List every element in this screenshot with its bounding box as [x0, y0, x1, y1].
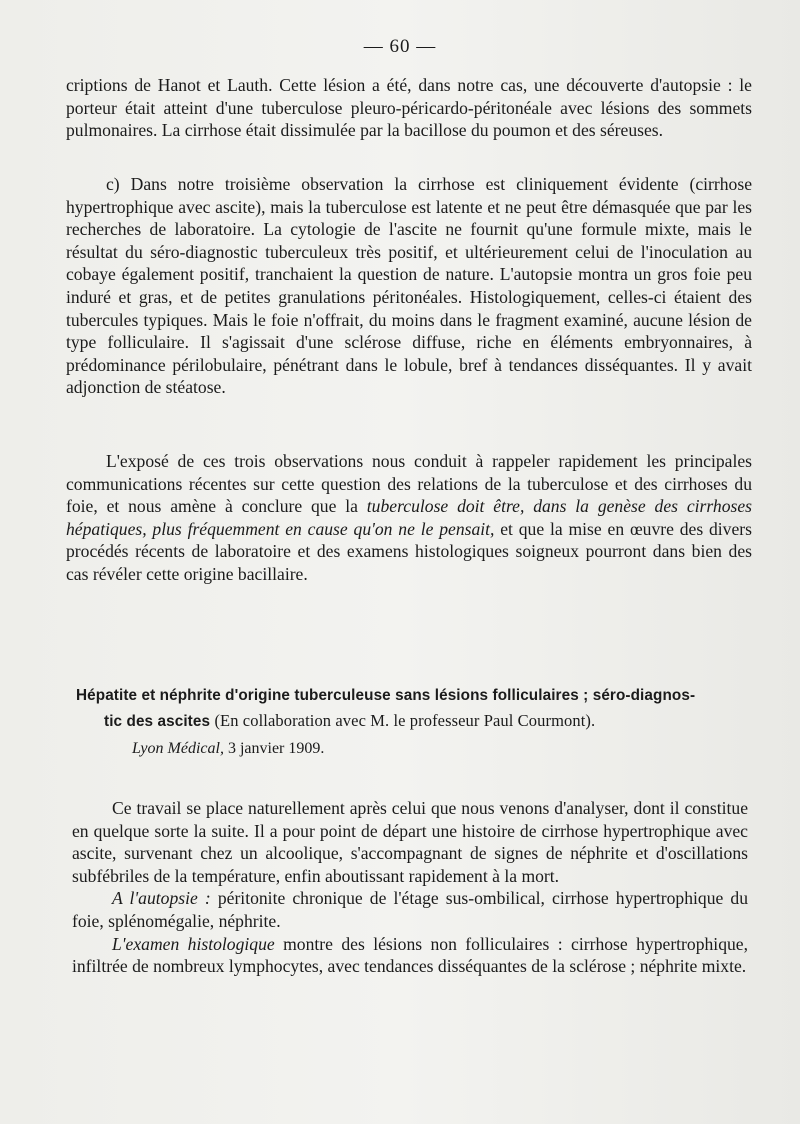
page-number: — 60 — [363, 36, 437, 57]
observation-c-paragraph [66, 173, 752, 399]
conclusion-text-end: et que la mise en œuvre des divers procédés récents de laboratoire et des examens histologiques soigneux pourront dans bien des cas révéler cette origine bacillaire. [66, 518, 752, 584]
autopsy-paragraph [72, 887, 748, 932]
continued-paragraph-text: criptions de Hanot et Lauth. Cette lésion a été, dans notre cas, une découverte d'autopsie : le porteur était atteint d'une tuberculose pleuro-péricardo-péritonéale avec lésions des sommets pulmonaires. La cirrhose était dissimulée par la bacillose du poumon et des séreuses. [66, 75, 752, 141]
article-collaboration: (En collaboration avec M. le professeur Paul Courmont). [214, 711, 596, 730]
conclusion-italic-claim: tuberculose doit être, dans la genèse des cirrhoses hépatiques, plus fréquemment en cause qu'on ne le pensait, [66, 496, 752, 539]
histology-label: L'examen histologique [112, 933, 275, 954]
article-title-line1: Hépatite et néphrite d'origine tuberculeuse sans lésions folliculaires ; séro-diagnos- [76, 687, 696, 704]
article-summary [72, 797, 748, 978]
histology-text: montre des lésions non folliculaires : cirrhose hypertrophique, infiltrée de nombreux lymphocytes, avec tendances disséquantes de la sclérose ; néphrite mixte. [72, 933, 748, 977]
conclusion-text [66, 450, 752, 586]
article-heading [76, 683, 760, 734]
source-date: 3 janvier 1909. [227, 740, 325, 757]
conclusion-text-start: L'exposé de ces trois observations nous conduit à rappeler rapidement les principales communications récentes sur cette question des relations de la tuberculose et des cirrhoses du foie, et nous amène à conclure que la [66, 451, 752, 517]
article-title-end: tic des ascites [104, 713, 211, 730]
autopsy-label: A l'autopsie : [112, 888, 211, 909]
continued-paragraph [66, 74, 752, 142]
summary-paragraph: Ce travail se place naturellement après celui que nous venons d'analyser, dont il constitue en quelque sorte la suite. Il a pour point de départ une histoire de cirrhose hypertrophique avec ascite, survenant chez un alcoolique, s'accompagnant de signes de néphrite et d'oscillations subfébriles de la température, enfin aboutissant rapidement à la mort. [72, 798, 748, 886]
autopsy-text: péritonite chronique de l'étage sus-ombilical, cirrhose hypertrophique du foie, splénomégalie, néphrite. [72, 888, 748, 931]
histology-paragraph [72, 933, 748, 978]
article-title-line2 [76, 708, 760, 734]
conclusion-paragraph [66, 450, 752, 586]
article-source [132, 740, 324, 758]
observation-c-text: c) Dans notre troisième observation la cirrhose est cliniquement évidente (cirrhose hypertrophique avec ascite), mais la tuberculose est latente et ne peut être démasquée que par les recherches de laboratoire. La cytologie de l'ascite ne fournit qu'une formule mixte, mais le résultat du séro-diagnostic tuberculeux très positif, et ultérieurement celui de l'inoculation au cobaye également positif, tranchaient la question de nature. L'autopsie montra un gros foie peu induré et gras, et de petites granulations péritonéales. Histologiquement, celles-ci étaient des tubercules typiques. Mais le foie n'offrait, du moins dans le fragment examiné, aucune lésion de type folliculaire. Il s'agissait d'une sclérose diffuse, riche en éléments embryonnaires, à prédominance périlobulaire, pénétrant dans le lobule, bref à tendances disséquantes. Il y avait adjonction de stéatose. [66, 174, 752, 398]
source-journal: Lyon Médical, [132, 740, 224, 757]
